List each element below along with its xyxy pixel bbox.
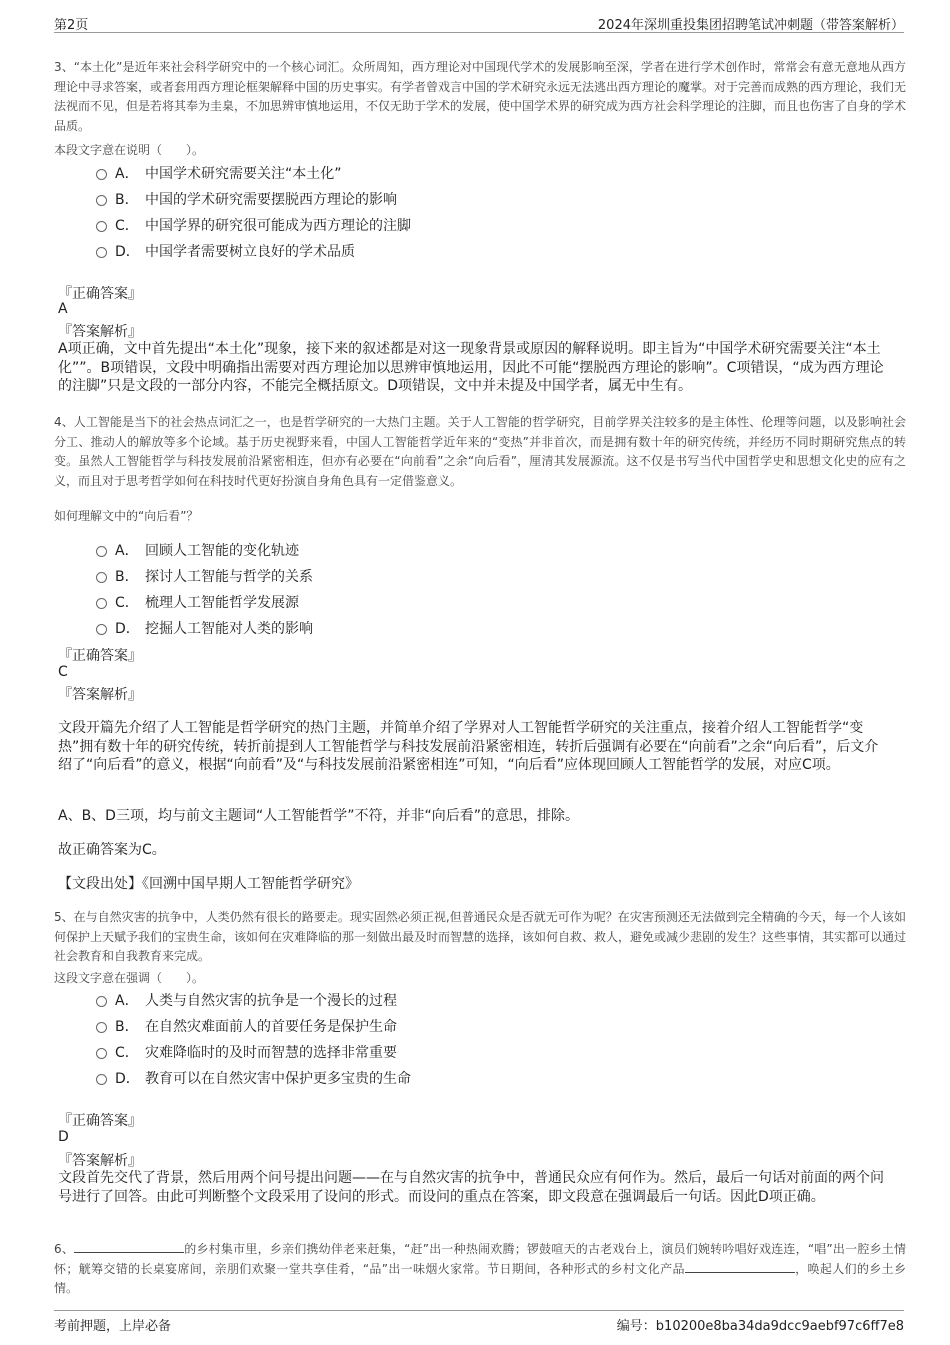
page-footer (54, 1310, 904, 1333)
q4-passage: 4、人工智能是当下的社会热点词汇之一，也是哲学研究的一大热门主题。关于人工智能的哲学研究，目前学界关注较多的是主体性、伦理等问题，以及影响社会分工、推动人的解放等多个论域。基于历史视野来看，中国人工智能哲学近年来的“变热”并非首次，而是拥有数十年的研究传统，并经历不同时期研究焦点的转变。虽然人工智能哲学与科技发展前沿紧密相连，但亦有必要在“向前看”之余“向后看”，厘清其发展源流。这不仅是书写当代中国哲学史和思想文化史的应有之义，而且对于思考哲学如何在科技时代更好扮演自身角色具有一定借鉴意义。 (54, 415, 906, 488)
q3-option-b[interactable]: B． 中国的学术研究需要摆脱西方理论的影响 (96, 186, 856, 212)
page-number: 第2页 (54, 18, 89, 33)
q5-prompt: 这段文字意在强调（ ）。 (54, 971, 205, 985)
radio-icon[interactable] (96, 221, 107, 232)
q4-analysis-3: 故正确答案为C。 (58, 842, 166, 858)
radio-icon[interactable] (96, 1074, 107, 1085)
page-header (54, 12, 904, 33)
q3-options (96, 160, 856, 264)
q5-option-c[interactable]: C． 灾难降临时的及时而智慧的选择非常重要 (96, 1039, 856, 1065)
radio-icon[interactable] (96, 247, 107, 258)
footer-slogan: 考前押题，上岸必备 (54, 1319, 172, 1334)
q4-analysis-1: 文段开篇先介绍了人工智能是哲学研究的热门主题，并简单介绍了学界对人工智能哲学研究的关注重点，接着介绍人工智能哲学“变热”拥有数十年的研究传统，转折前提到人工智能哲学与科技发展前沿紧密相连，转折后强调有必要在“向前看”之余“向后看”，后文介绍了“向后看”的意义，根据“向前看”及“与科技发展前沿紧密相连”可知，“向后看”应体现回顾人工智能哲学的发展，对应C项。 (58, 720, 879, 773)
q4-source: 【文段出处】《回溯中国早期人工智能哲学研究》 (58, 876, 359, 892)
q5-passage: 5、在与自然灾害的抗争中，人类仍然有很长的路要走。现实固然必须正视,但普通民众是否就无可作为呢？在灾害预测还无法做到完全精确的今天，每一个人该如何保护上天赋予我们的宝贵生命，该如何在灾难降临的那一刻做出最及时而智慧的选择，该如何自救、救人，避免或减少悲剧的发生？这些事情，其实都可以通过社会教育和自我教育来完成。 (54, 910, 907, 963)
fill-blank[interactable] (74, 1240, 184, 1253)
q5-option-d[interactable]: D． 教育可以在自然灾害中保护更多宝贵的生命 (96, 1065, 856, 1091)
q5-answer: D (58, 1129, 69, 1145)
q5-answer-label: 『正确答案』 (58, 1113, 142, 1129)
fill-blank[interactable] (685, 1260, 795, 1273)
radio-icon[interactable] (96, 1048, 107, 1059)
document-id: 编号：b10200e8ba34da9dcc9aebf97c6ff7e8 (616, 1319, 904, 1334)
radio-icon[interactable] (96, 169, 107, 180)
q3-answer: A (58, 301, 68, 317)
radio-icon[interactable] (96, 996, 107, 1007)
q6-passage: 6、 的乡村集市里，乡亲们携幼伴老来赶集，“赶”出一种热闹欢腾；锣鼓喧天的古老戏台上，演员们婉转吟唱好戏连连，“唱”出一腔乡土情怀；觥筹交错的长桌宴席间，亲朋们欢聚一堂共享佳肴，“品”出一味烟火家常。节日期间，各种形式的乡村文化产品 ，唤起人们的乡土乡情。 (54, 1242, 907, 1295)
radio-icon[interactable] (96, 572, 107, 583)
document-title: 2024年深圳重投集团招聘笔试冲刺题（带答案解析） (597, 18, 904, 33)
q5-analysis: 文段首先交代了背景，然后用两个问号提出问题——在与自然灾害的抗争中，普通民众应有何作为。然后，最后一句话对前面的两个问号进行了回答。由此可判断整个文段采用了设问的形式。而设问的重点在答案，即文段意在强调最后一句话。因此D项正确。 (58, 1170, 884, 1205)
radio-icon[interactable] (96, 195, 107, 206)
q3-option-d[interactable]: D． 中国学者需要树立良好的学术品质 (96, 238, 856, 264)
q3-option-a[interactable]: A． 中国学术研究需要关注“本土化” (96, 160, 856, 186)
radio-icon[interactable] (96, 624, 107, 635)
q4-options (96, 537, 856, 641)
q3-analysis: A项正确，文中首先提出“本土化”现象，接下来的叙述都是对这一现象背景或原因的解释说明。即主旨为“中国学术研究需要关注“本土化””。B项错误，文段中明确指出需要对西方理论加以思辨审慎地运用，因此不可能“摆脱西方理论的影响”。C项错误，“成为西方理论的注脚”只是文段的一部分内容，不能完全概括原文。D项错误，文中并未提及中国学者，属无中生有。 (58, 341, 884, 394)
q4-option-c[interactable]: C． 梳理人工智能哲学发展源 (96, 589, 856, 615)
q3-answer-label: 『正确答案』 (58, 286, 142, 302)
q4-analysis-2: A、B、D三项，均与前文主题词“人工智能哲学”不符，并非“向后看”的意思，排除。 (58, 808, 579, 824)
q5-analysis-label: 『答案解析』 (58, 1153, 142, 1169)
q4-option-d[interactable]: D． 挖掘人工智能对人类的影响 (96, 615, 856, 641)
q4-prompt: 如何理解文中的“向后看”？ (54, 509, 199, 523)
radio-icon[interactable] (96, 598, 107, 609)
radio-icon[interactable] (96, 546, 107, 557)
q4-option-a[interactable]: A． 回顾人工智能的变化轨迹 (96, 537, 856, 563)
radio-icon[interactable] (96, 1022, 107, 1033)
q4-option-b[interactable]: B． 探讨人工智能与哲学的关系 (96, 563, 856, 589)
q3-analysis-label: 『答案解析』 (58, 324, 142, 340)
q3-prompt: 本段文字意在说明（ ）。 (54, 143, 205, 157)
q3-passage: 3、“本土化”是近年来社会科学研究中的一个核心词汇。众所周知，西方理论对中国现代学术的发展影响至深，学者在进行学术创作时，常常会有意无意地从西方理论中寻求答案，或者套用西方理论框架解释中国的历史事实。有学者曾戏言中国的学术研究永远无法逃出西方理论的魔掌。对于完善而成熟的西方理论，我们无法视而不见，但是若将其奉为圭臬，不加思辨审慎地运用，不仅无助于学术的发展，使中国学术界的研究成为西方社会科学理论的注脚，而且也伤害了自身的学术品质。 (54, 60, 907, 133)
q5-option-b[interactable]: B． 在自然灾难面前人的首要任务是保护生命 (96, 1013, 856, 1039)
q3-option-c[interactable]: C． 中国学界的研究很可能成为西方理论的注脚 (96, 212, 856, 238)
q4-answer-label: 『正确答案』 (58, 648, 142, 664)
q5-options (96, 987, 856, 1091)
q5-option-a[interactable]: A． 人类与自然灾害的抗争是一个漫长的过程 (96, 987, 856, 1013)
q4-analysis-label: 『答案解析』 (58, 687, 142, 703)
q4-answer: C (58, 664, 68, 680)
